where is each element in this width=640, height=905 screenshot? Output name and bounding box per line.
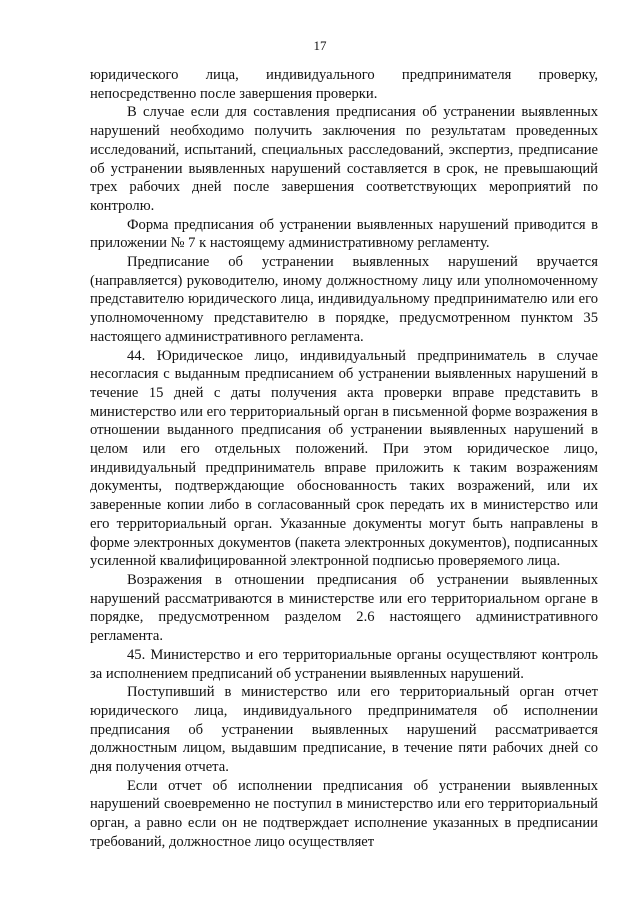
paragraph-3: Форма предписания об устранении выявленных нарушений приводится в приложении № 7 к настоящему административному регламенту.: [90, 216, 598, 252]
paragraph-objections: Возражения в отношении предписания об устранении выявленных нарушений рассматриваются в министерстве или его территориальном органе в порядке, предусмотренном разделом 2.6 настоящего административного регламента.: [90, 571, 598, 645]
paragraph-44: 44. Юридическое лицо, индивидуальный предприниматель в случае несогласия с выданным предписанием об устранении выявленных нарушений в течение 15 дней с даты получения акта проверки вправе представить в министерство или его территориальный орган в письменной форме возражения в отношении выданного предписания об устранении выявленных нарушений в целом или его отдельных положений. При этом юридическое лицо, индивидуальный предприниматель вправе приложить к таким возражениям документы, подтверждающие обоснованность таких возражений, или их заверенные копии либо в согласованный срок передать их в министерство или его территориальный орган. Указанные документы могут быть направлены в форме электронных документов (пакета электронных документов), подписанных усиленной квалифицированной электронной подписью проверяемого лица.: [90, 347, 598, 570]
paragraph-2: В случае если для составления предписания об устранении выявленных нарушений необходимо получить заключения по результатам проведенных исследований, испытаний, специальных расследований, экспертиз, предписание об устранении выявленных нарушений составляется в срок, не превышающий трех рабочих дней после завершения соответствующих мероприятий по контролю.: [90, 104, 598, 214]
paragraph-1-continuation: юридического лица, индивидуального предпринимателя проверку, непосредственно после завершения проверки.: [90, 67, 598, 102]
page-body: [90, 66, 598, 852]
paragraph-45: 45. Министерство и его территориальные органы осуществляют контроль за исполнением предписаний об устранении выявленных нарушений.: [90, 646, 598, 682]
paragraph-report: Поступивший в министерство или его территориальный орган отчет юридического лица, индивидуального предпринимателя об исполнении предписания об устранении выявленных нарушений рассматривается должностным лицом, выдавшим предписание, в течение пяти рабочих дней со дня получения отчета.: [90, 684, 598, 776]
paragraph-non-compliance: Если отчет об исполнении предписания об устранении выявленных нарушений своевременно не поступил в министерство или его территориальный орган, а равно если он не подтверждает исполнение указанных в предписании требований, должностное лицо осуществляет: [90, 777, 598, 850]
paragraph-4: Предписание об устранении выявленных нарушений вручается (направляется) руководителю, иному должностному лицу или уполномоченному представителю юридического лица, индивидуальному предпринимателю или его уполномоченному представителю в порядке, предусмотренном пунктом 35 настоящего административного регламента.: [90, 254, 598, 345]
page-number: 17: [313, 38, 327, 53]
